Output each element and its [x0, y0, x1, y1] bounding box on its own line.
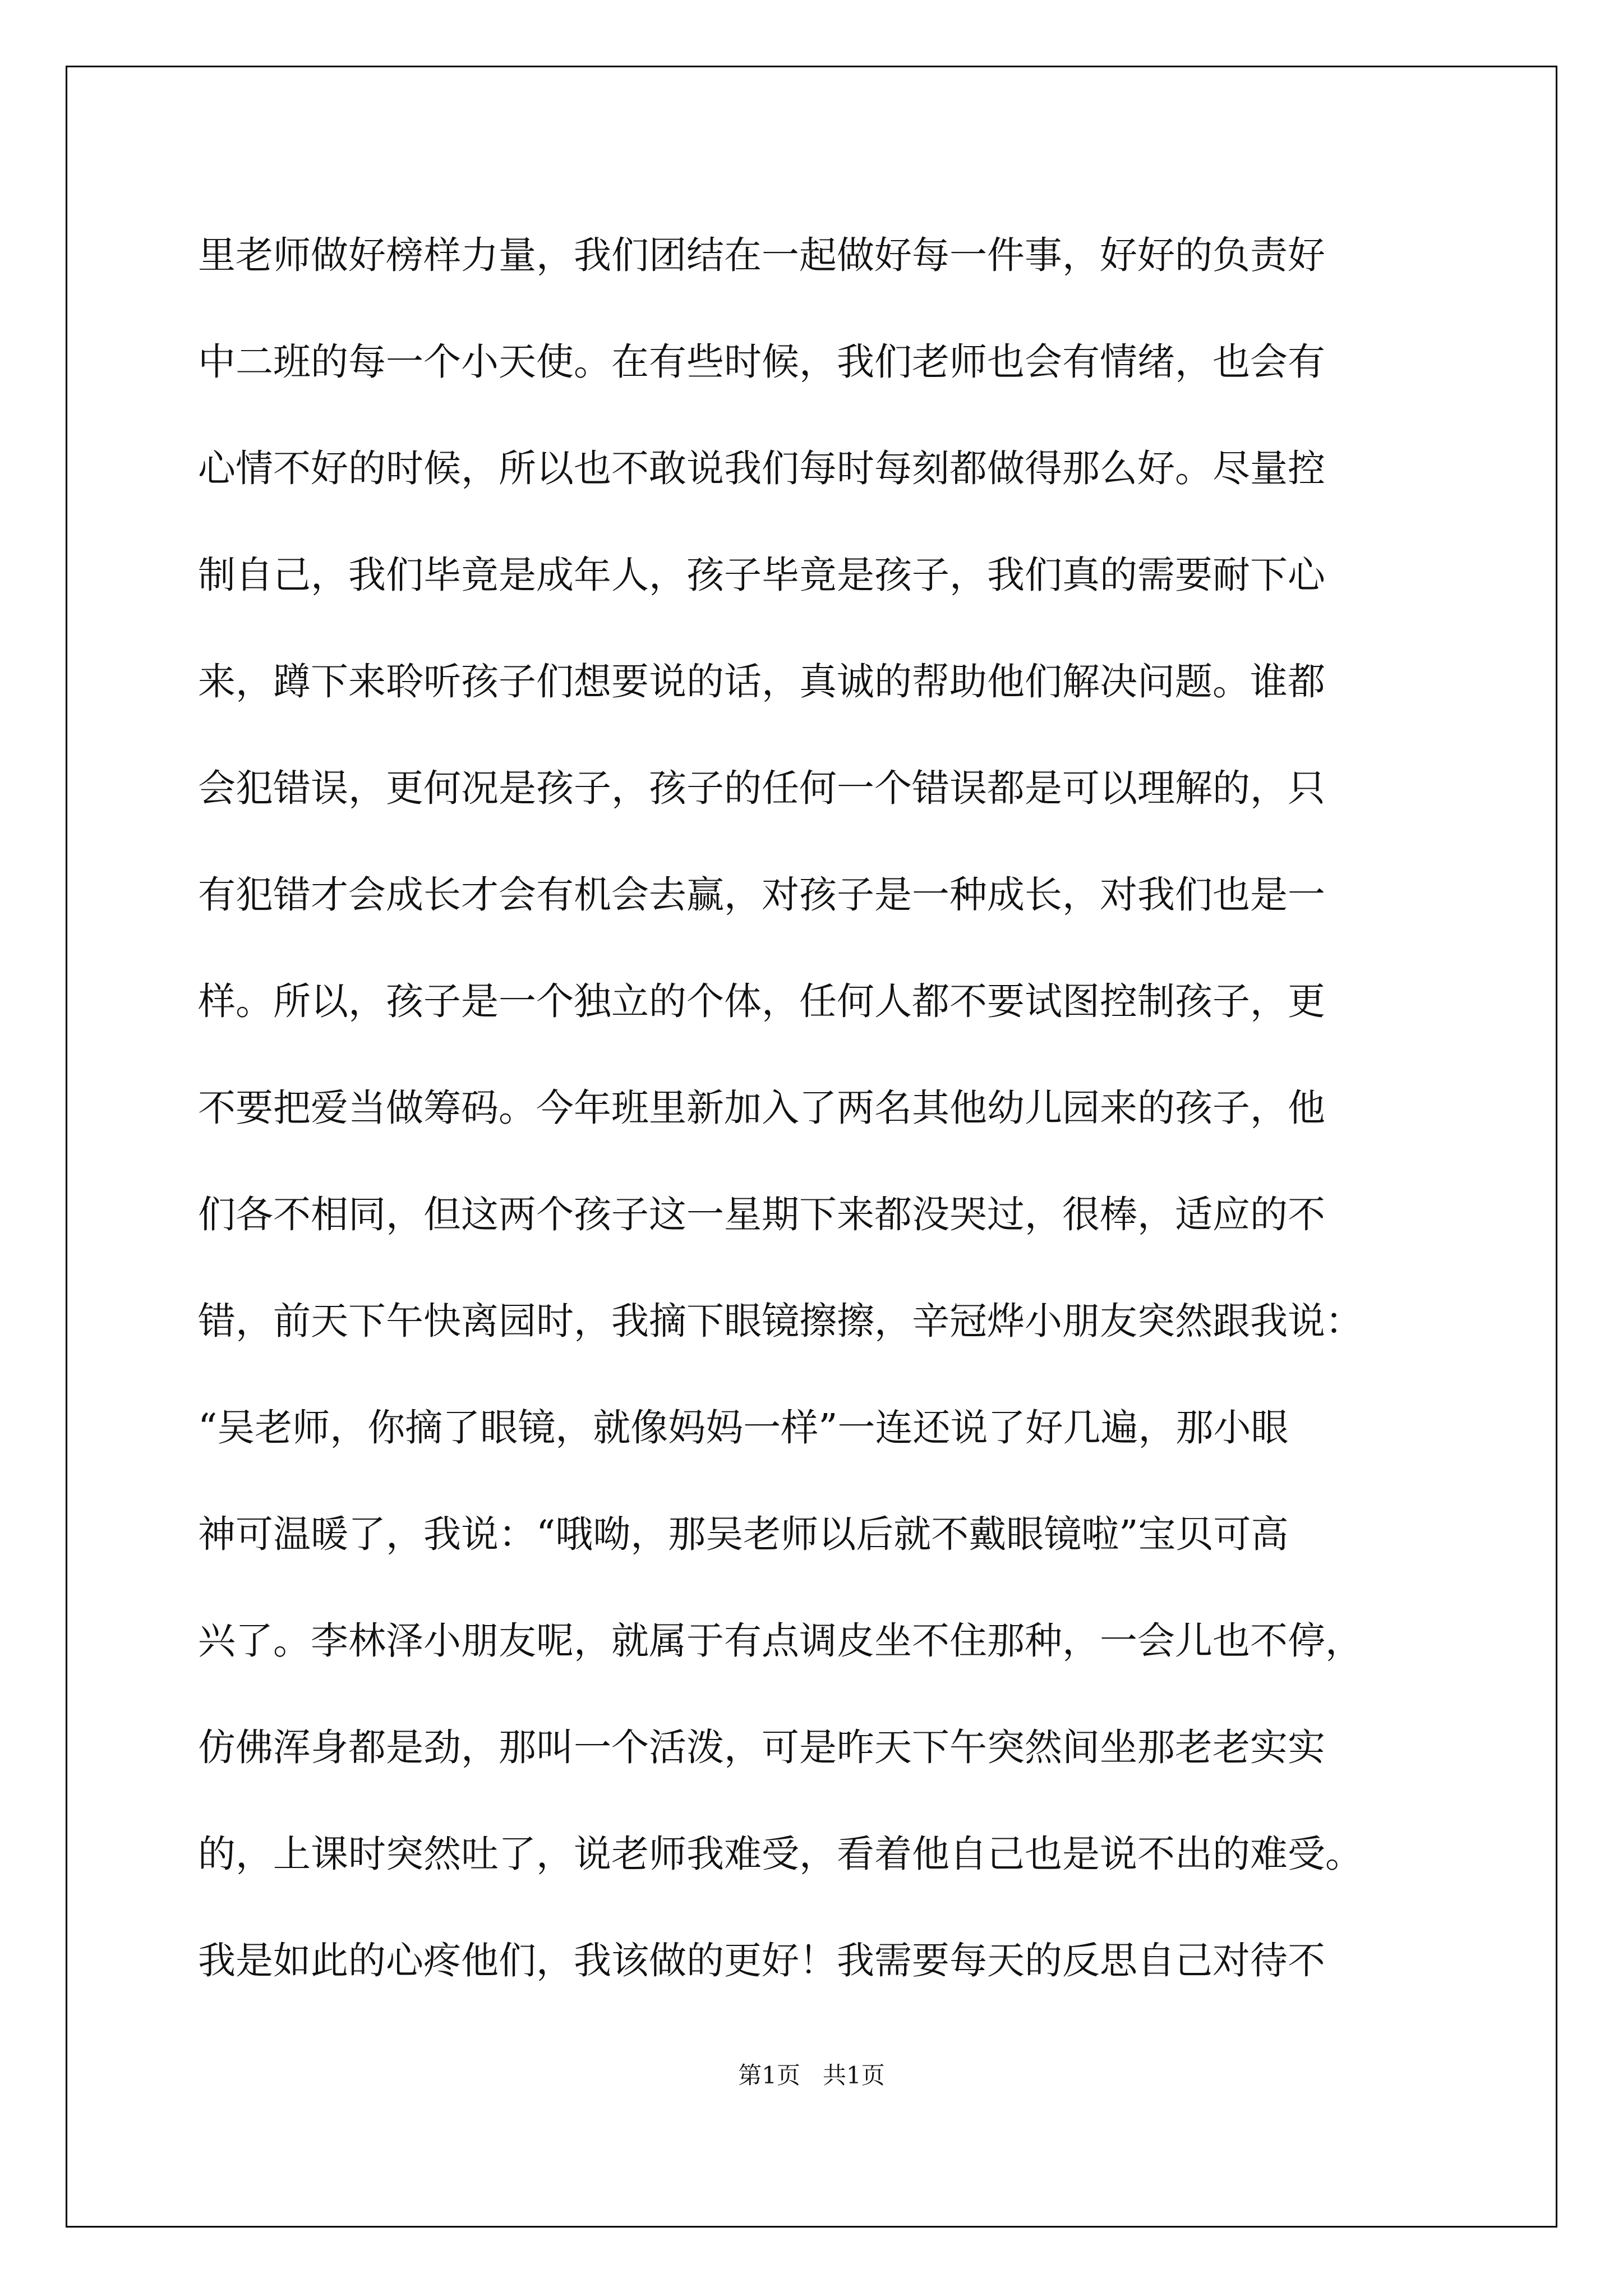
text-line: 来，蹲下来聆听孩子们想要说的话，真诚的帮助他们解决问题。谁都 — [198, 660, 1325, 703]
page-number-footer: 第1页 共1页 — [738, 2062, 885, 2089]
text-line: 们各不相同，但这两个孩子这一星期下来都没哭过，很棒，适应的不 — [198, 1193, 1325, 1236]
text-line: 里老师做好榜样力量，我们团结在一起做好每一件事，好好的负责好 — [198, 233, 1325, 277]
text-line: 仿佛浑身都是劲，那叫一个活泼，可是昨天下午突然间坐那老老实实 — [198, 1726, 1325, 1769]
text-line: 制自己，我们毕竟是成年人，孩子毕竟是孩子，我们真的需要耐下心 — [198, 553, 1325, 597]
text-line: 兴了。李林泽小朋友呢，就属于有点调皮坐不住那种，一会儿也不停， — [198, 1619, 1363, 1663]
text-line: 心情不好的时候，所以也不敢说我们每时每刻都做得那么好。尽量控 — [198, 447, 1325, 490]
text-line: 我是如此的心疼他们，我该做的更好！我需要每天的反思自己对待不 — [198, 1939, 1325, 1982]
text-line: “吴老师，你摘了眼镜，就像妈妈一样”一连还说了好几遍，那小眼 — [198, 1406, 1289, 1450]
text-line: 不要把爱当做筹码。今年班里新加入了两名其他幼儿园来的孩子，他 — [198, 1086, 1325, 1130]
text-line: 有犯错才会成长才会有机会去赢，对孩子是一种成长，对我们也是一 — [198, 873, 1325, 917]
text-line: 的，上课时突然吐了，说老师我难受，看着他自己也是说不出的难受。 — [198, 1832, 1363, 1876]
text-line: 错，前天下午快离园时，我摘下眼镜擦擦，辛冠烨小朋友突然跟我说： — [198, 1299, 1363, 1343]
text-line: 中二班的每一个小天使。在有些时候，我们老师也会有情绪，也会有 — [198, 340, 1325, 384]
text-line: 样。所以，孩子是一个独立的个体，任何人都不要试图控制孩子，更 — [198, 979, 1325, 1023]
text-line: 神可温暖了，我说：“哦呦，那吴老师以后就不戴眼镜啦”宝贝可高 — [198, 1512, 1289, 1556]
document-body — [198, 202, 1429, 2014]
text-line: 会犯错误，更何况是孩子，孩子的任何一个错误都是可以理解的，只 — [198, 766, 1325, 810]
